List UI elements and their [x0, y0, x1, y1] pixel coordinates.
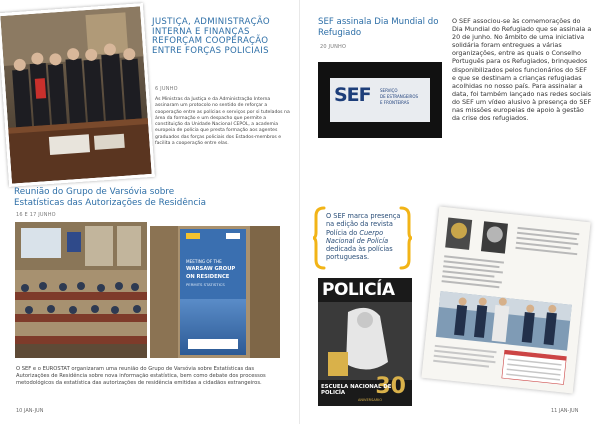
- article3-title: SEF assinala Dia Mundial do Refugiado: [318, 17, 439, 38]
- article3-date: 20 JUNHO: [320, 44, 347, 50]
- magazine-spread-photo: [421, 207, 590, 394]
- banner-panel: [180, 229, 246, 355]
- policia-magazine-cover: [318, 278, 412, 406]
- magazine-number: 30: [375, 374, 406, 399]
- article1-date: 6 JUNHO: [155, 86, 178, 92]
- sef-logo-screen: [318, 62, 442, 138]
- page-divider: [299, 0, 300, 424]
- article2-title: Reunião do Grupo de Varsóvia sobre Estatísticas das Autorizações de Residência: [14, 187, 207, 208]
- banner-line1: MEETING OF THE: [186, 259, 222, 264]
- signing-ceremony-photo: [0, 3, 155, 187]
- left-page-number: 10 JAN-JUN: [16, 408, 44, 414]
- article1-title: JUSTIÇA, ADMINISTRAÇÃO INTERNA E FINANÇAS REFORÇAM COOPERAÇÃO ENTRE FORÇAS POLICIAIS: [152, 17, 270, 56]
- magazine-headline: ESCUELA NACIONAL DE POLICÍA: [321, 384, 392, 396]
- magazine-sub: ANIVERSARIO: [358, 398, 382, 402]
- article3-body: O SEF associou-se às comemorações do Dia Mundial do Refugiado que se assinala a 20 de junho. No âmbito de uma iniciativa solidária foram entregues a várias organizações, entre as quais o Conselho Português para os Refugiados, brinquedos disponibilizados pelos funcionários do SEF e que se destinam a crianças refugiadas acolhidas no nosso país. Para assinalar a data, foi também lançado nas redes sociais do SEF um vídeo alusivo à presença do SEF nas missões europeias de apoio à gestão da crise dos refugiados.: [452, 17, 592, 123]
- right-page-number: 11 JAN-JUN: [551, 408, 579, 414]
- quote-left-bracket: [312, 206, 326, 270]
- banner-line3: ON RESIDENCE: [186, 274, 230, 280]
- sef-logo-line3: E FRONTEIRAS: [380, 100, 410, 105]
- article2-date: 16 E 17 JUNHO: [16, 212, 56, 218]
- banner-line4: PERMITS STATISTICS: [186, 282, 225, 287]
- banner-line2: WARSAW GROUP: [186, 266, 236, 272]
- magazine-masthead: POLICÍA: [322, 280, 395, 300]
- quote-text: O SEF marca presença na edição da revista Polícia do Cuerpo Nacional de Policía dedicada às polícias portuguesas.: [326, 212, 401, 262]
- sef-logo-line1: SERVIÇO: [380, 88, 398, 93]
- sef-logo-line2: DE ESTRANGEIROS: [380, 94, 419, 99]
- warsaw-group-banner-photo: [150, 226, 280, 358]
- sef-logo-mark: SEF: [334, 84, 371, 106]
- meeting-room-photo: [15, 222, 147, 358]
- article1-body: As Ministras da Justiça e da Administração Interna assinaram um protocolo no sentido de reforçar a cooperação entre as polícias e serviços por si tutelados na área da formação e um despacho que permite a constituição da Unidade Nacional CEPOL, a academia europeia de polícia que presta formação aos agentes graduados das forças policiais dos Estados-membros e facilita a cooperação entre elas.: [155, 97, 290, 147]
- article2-body: O SEF e o EUROSTAT organizaram uma reunião do Grupo de Varsóvia sobre Estatísticas das Autorizações de Residência sobre nova informação estatística, bem como debate dos processos metodológicos da estatística das autorizações de residência emitidas a cidadãos estrangeiros.: [16, 366, 266, 386]
